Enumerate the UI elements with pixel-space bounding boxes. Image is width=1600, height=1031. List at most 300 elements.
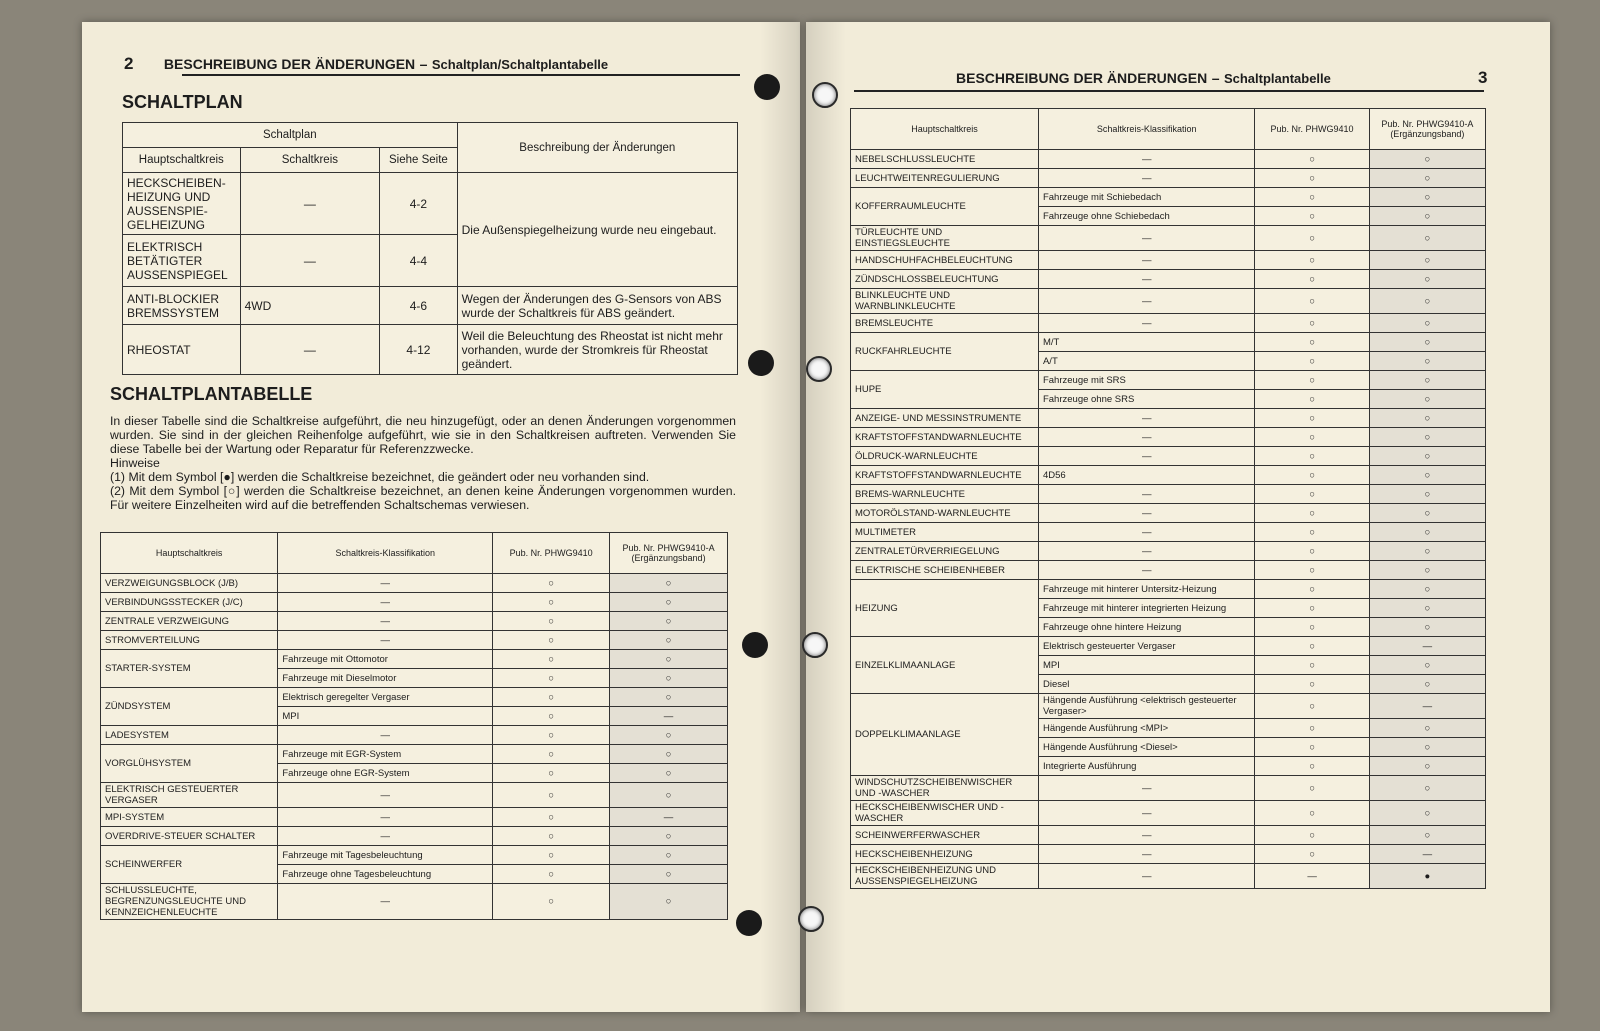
cell-pub2: ○ — [1369, 352, 1485, 371]
cell-main: EINZELKLIMAANLAGE — [851, 637, 1039, 694]
cell-pub2: ○ — [610, 783, 728, 808]
cell-pub1: ○ — [493, 650, 610, 669]
cell-pub2: ○ — [1369, 428, 1485, 447]
cell-main: KOFFERRAUMLEUCHTE — [851, 188, 1039, 226]
cell-pub2: ○ — [1369, 169, 1485, 188]
cell-pub1: ○ — [1255, 251, 1369, 270]
table-row — [101, 884, 728, 920]
col-class: Schaltkreis-Klassifikation — [1038, 109, 1254, 150]
note-2: (2) Mit dem Symbol [○] werden die Schaltkreise bezeichnet, an denen keine Änderungen vorgenommen wurden. Für weitere Einzelheiten wird auf die betreffenden Schaltschemas verwiesen. — [110, 484, 736, 512]
table-row — [851, 845, 1486, 864]
right-page — [806, 22, 1550, 1012]
cell-pub2: ○ — [1369, 314, 1485, 333]
cell-pub1: ○ — [493, 726, 610, 745]
cell-pub1: ○ — [1255, 428, 1369, 447]
cell-class: — — [278, 808, 493, 827]
cell-pub2: ○ — [1369, 466, 1485, 485]
binder-hole — [754, 74, 780, 100]
cell-main: ZENTRALETÜRVERRIEGELUNG — [851, 542, 1039, 561]
cell-main: VORGLÜHSYSTEM — [101, 745, 278, 783]
cell-pub1: ○ — [493, 669, 610, 688]
cell-pub2: ○ — [1369, 409, 1485, 428]
cell-pub1: — — [1255, 864, 1369, 889]
table-row — [851, 409, 1486, 428]
cell-pub1: ○ — [1255, 226, 1369, 251]
cell-main: ÖLDRUCK-WARNLEUCHTE — [851, 447, 1039, 466]
header-main: BESCHREIBUNG DER ÄNDERUNGEN — [163, 56, 416, 72]
cell-main: BLINKLEUCHTE UND WARNBLINKLEUCHTE — [851, 289, 1039, 314]
cell-pub1: ○ — [1255, 504, 1369, 523]
cell-class: Fahrzeuge ohne Schiebedach — [1038, 207, 1254, 226]
cell-pub2: ○ — [1369, 599, 1485, 618]
cell-main: BREMSLEUCHTE — [851, 314, 1039, 333]
left-page-header — [124, 54, 608, 74]
cell-pub2: ○ — [610, 726, 728, 745]
cell-class: Integrierte Ausführung — [1038, 757, 1254, 776]
table-row — [851, 188, 1486, 207]
cell-class: Fahrzeuge mit EGR-System — [278, 745, 493, 764]
cell-pub1: ○ — [1255, 637, 1369, 656]
col-pub2: Pub. Nr. PHWG9410-A (Ergänzungsband) — [610, 533, 728, 574]
table-row — [851, 694, 1486, 719]
cell-pub1: ○ — [1255, 188, 1369, 207]
cell-pub1: ○ — [1255, 409, 1369, 428]
cell-class: MPI — [278, 707, 493, 726]
table-row — [851, 428, 1486, 447]
cell-desc: Wegen der Änderungen des G-Sensors von ABS wurde der Schaltkreis für ABS geändert. — [457, 287, 737, 325]
cell-class: — — [278, 884, 493, 920]
col-group-schaltplan: Schaltplan — [123, 123, 458, 148]
cell-class: Fahrzeuge mit SRS — [1038, 371, 1254, 390]
cell-main: HECKSCHEIBENWISCHER UND -WASCHER — [851, 801, 1039, 826]
table-row — [851, 542, 1486, 561]
col-pub2: Pub. Nr. PHWG9410-A (Ergänzungsband) — [1369, 109, 1485, 150]
cell-class: — — [1038, 485, 1254, 504]
cell-pub2: ○ — [610, 846, 728, 865]
cell-main: ZÜNDSYSTEM — [101, 688, 278, 726]
cell-pub2: ○ — [610, 827, 728, 846]
cell-main: HECKSCHEIBENHEIZUNG — [851, 845, 1039, 864]
table-row — [851, 637, 1486, 656]
cell-main: DOPPELKLIMAANLAGE — [851, 694, 1039, 776]
cell-main: VERBINDUNGSSTECKER (J/C) — [101, 593, 278, 612]
cell-pub2: ○ — [1369, 251, 1485, 270]
cell-main: ZENTRALE VERZWEIGUNG — [101, 612, 278, 631]
cell-pub2: ○ — [1369, 675, 1485, 694]
cell-class: M/T — [1038, 333, 1254, 352]
cell-class: MPI — [1038, 656, 1254, 675]
cell-class: — — [1038, 504, 1254, 523]
cell-pub1: ○ — [493, 808, 610, 827]
note-1: (1) Mit dem Symbol [●] werden die Schaltkreise bezeichnet, die geändert oder neu vorhanden sind. — [110, 470, 650, 484]
cell-pub1: ○ — [1255, 618, 1369, 637]
table-row — [851, 447, 1486, 466]
cell-main: HEIZUNG — [851, 580, 1039, 637]
cell-main: MPI-SYSTEM — [101, 808, 278, 827]
cell-pub1: ○ — [493, 827, 610, 846]
cell-main: TÜRLEUCHTE UND EINSTIEGSLEUCHTE — [851, 226, 1039, 251]
cell-main: LEUCHTWEITENREGULIERUNG — [851, 169, 1039, 188]
cell-pub1: ○ — [1255, 776, 1369, 801]
cell-class: — — [1038, 226, 1254, 251]
cell-class: — — [278, 783, 493, 808]
cell-pub1: ○ — [1255, 599, 1369, 618]
table-row — [123, 173, 738, 235]
cell-pub1: ○ — [1255, 523, 1369, 542]
table-row — [851, 826, 1486, 845]
table-row — [851, 864, 1486, 889]
cell-circuit: — — [240, 173, 380, 235]
cell-main: HECKSCHEIBENHEIZUNG UND AUSSENSPIEGELHEIZUNG — [851, 864, 1039, 889]
table-row — [851, 289, 1486, 314]
cell-pub1: ○ — [493, 764, 610, 783]
cell-main: LADESYSTEM — [101, 726, 278, 745]
cell-pub2: ○ — [1369, 390, 1485, 409]
cell-pub1: ○ — [1255, 485, 1369, 504]
cell-class: Fahrzeuge mit Schiebedach — [1038, 188, 1254, 207]
cell-class: Fahrzeuge mit Tagesbeleuchtung — [278, 846, 493, 865]
cell-pub2: — — [1369, 637, 1485, 656]
table-row — [851, 485, 1486, 504]
cell-main: HECKSCHEIBEN-HEIZUNG UND AUSSENSPIE-GELHEIZUNG — [123, 173, 241, 235]
table-row — [851, 371, 1486, 390]
table-row — [101, 783, 728, 808]
cell-class: — — [278, 631, 493, 650]
col-class: Schaltkreis-Klassifikation — [278, 533, 493, 574]
cell-pub2: ○ — [610, 631, 728, 650]
table-row — [851, 150, 1486, 169]
cell-page: 4-6 — [380, 287, 457, 325]
right-page-number-wrap — [1478, 68, 1513, 88]
col-circuit: Schaltkreis — [240, 148, 380, 173]
table-row — [123, 325, 738, 375]
cell-main: VERZWEIGUNGSBLOCK (J/B) — [101, 574, 278, 593]
table-row — [851, 333, 1486, 352]
cell-pub1: ○ — [493, 884, 610, 920]
table-row — [101, 650, 728, 669]
table-row — [101, 726, 728, 745]
cell-page: 4-4 — [380, 235, 457, 287]
schaltplan-table — [122, 122, 738, 375]
cell-class: Fahrzeuge mit hinterer integrierten Heizung — [1038, 599, 1254, 618]
cell-class: — — [1038, 428, 1254, 447]
cell-main: KRAFTSTOFFSTANDWARNLEUCHTE — [851, 428, 1039, 447]
binder-hole — [812, 82, 838, 108]
col-main: Hauptschaltkreis — [101, 533, 278, 574]
cell-pub1: ○ — [1255, 390, 1369, 409]
cell-pub2: ○ — [610, 688, 728, 707]
cell-pub2: ○ — [1369, 826, 1485, 845]
gutter-shadow — [806, 22, 846, 1012]
cell-class: — — [278, 593, 493, 612]
cell-pub2: ○ — [1369, 447, 1485, 466]
cell-class: — — [1038, 289, 1254, 314]
cell-pub2: ○ — [1369, 580, 1485, 599]
cell-main: MULTIMETER — [851, 523, 1039, 542]
table-row — [851, 801, 1486, 826]
col-pub1: Pub. Nr. PHWG9410 — [1255, 109, 1369, 150]
cell-class: Hängende Ausführung <Diesel> — [1038, 738, 1254, 757]
binder-hole — [802, 632, 828, 658]
section-title-schaltplantabelle: SCHALTPLANTABELLE — [110, 384, 313, 404]
cell-class: — — [278, 726, 493, 745]
cell-pub1: ○ — [1255, 542, 1369, 561]
table-row — [851, 523, 1486, 542]
cell-pub2: ○ — [1369, 270, 1485, 289]
cell-class: Elektrisch geregelter Vergaser — [278, 688, 493, 707]
binder-hole — [742, 632, 768, 658]
page-number: 3 — [1478, 68, 1488, 87]
table-row — [101, 745, 728, 764]
cell-class: — — [1038, 776, 1254, 801]
cell-pub1: ○ — [1255, 757, 1369, 776]
table-row — [101, 846, 728, 865]
table-row — [101, 612, 728, 631]
cell-pub1: ○ — [1255, 561, 1369, 580]
cell-class: — — [1038, 826, 1254, 845]
cell-pub2: ○ — [1369, 542, 1485, 561]
cell-pub2: ○ — [610, 884, 728, 920]
cell-main: RHEOSTAT — [123, 325, 241, 375]
cell-pub2: ○ — [1369, 656, 1485, 675]
cell-pub2: ○ — [610, 612, 728, 631]
table-row — [851, 251, 1486, 270]
cell-class: — — [1038, 169, 1254, 188]
intro-text-block — [110, 414, 736, 512]
table-row — [123, 287, 738, 325]
cell-pub1: ○ — [1255, 738, 1369, 757]
cell-main: ELEKTRISCHE SCHEIBENHEBER — [851, 561, 1039, 580]
cell-pub2: ● — [1369, 864, 1485, 889]
table-row — [851, 504, 1486, 523]
cell-pub2: ○ — [1369, 757, 1485, 776]
cell-pub1: ○ — [1255, 150, 1369, 169]
binder-hole — [736, 910, 762, 936]
cell-class: — — [1038, 864, 1254, 889]
table-row — [851, 169, 1486, 188]
cell-main: ZÜNDSCHLOSSBELEUCHTUNG — [851, 270, 1039, 289]
header-main: BESCHREIBUNG DER ÄNDERUNGEN — [956, 70, 1208, 86]
cell-class: — — [1038, 314, 1254, 333]
cell-pub2: ○ — [610, 593, 728, 612]
cell-pub2: ○ — [610, 669, 728, 688]
cell-pub1: ○ — [493, 865, 610, 884]
cell-pub2: ○ — [610, 574, 728, 593]
header-dash: – — [1211, 70, 1220, 86]
cell-pub2: ○ — [1369, 226, 1485, 251]
cell-class: — — [278, 574, 493, 593]
cell-pub1: ○ — [1255, 314, 1369, 333]
cell-pub2: ○ — [1369, 371, 1485, 390]
cell-circuit: 4WD — [240, 287, 380, 325]
cell-main: ANZEIGE- UND MESSINSTRUMENTE — [851, 409, 1039, 428]
cell-class: Fahrzeuge mit hinterer Untersitz-Heizung — [1038, 580, 1254, 599]
table-row — [851, 270, 1486, 289]
col-main: Hauptschaltkreis — [851, 109, 1039, 150]
cell-pub1: ○ — [493, 688, 610, 707]
cell-page: 4-2 — [380, 173, 457, 235]
cell-class: Fahrzeuge ohne EGR-System — [278, 764, 493, 783]
cell-main: WINDSCHUTZSCHEIBENWISCHER UND -WASCHER — [851, 776, 1039, 801]
cell-pub1: ○ — [1255, 826, 1369, 845]
cell-class: — — [1038, 523, 1254, 542]
table-row — [851, 580, 1486, 599]
cell-pub2: ○ — [1369, 776, 1485, 801]
cell-pub2: ○ — [610, 650, 728, 669]
cell-pub2: ○ — [610, 745, 728, 764]
cell-pub1: ○ — [1255, 719, 1369, 738]
binder-hole — [798, 906, 824, 932]
cell-main: ELEKTRISCH GESTEUERTER VERGASER — [101, 783, 278, 808]
cell-main: RUCKFAHRLEUCHTE — [851, 333, 1039, 371]
cell-main: ANTI-BLOCKIER BREMSSYSTEM — [123, 287, 241, 325]
cell-class: Fahrzeuge mit Ottomotor — [278, 650, 493, 669]
cell-pub1: ○ — [493, 707, 610, 726]
header-dash: – — [419, 56, 428, 72]
cell-pub1: ○ — [1255, 270, 1369, 289]
cell-pub1: ○ — [493, 745, 610, 764]
cell-pub2: ○ — [610, 764, 728, 783]
cell-pub2: ○ — [1369, 188, 1485, 207]
cell-main: SCHEINWERFERWASCHER — [851, 826, 1039, 845]
cell-class: Elektrisch gesteuerter Vergaser — [1038, 637, 1254, 656]
col-pub1: Pub. Nr. PHWG9410 — [493, 533, 610, 574]
cell-pub2: ○ — [1369, 333, 1485, 352]
cell-class: — — [1038, 561, 1254, 580]
cell-pub1: ○ — [493, 574, 610, 593]
cell-main: HANDSCHUHFACHBELEUCHTUNG — [851, 251, 1039, 270]
table-row — [101, 688, 728, 707]
table-row — [101, 631, 728, 650]
cell-pub1: ○ — [493, 846, 610, 865]
cell-pub2: ○ — [1369, 289, 1485, 314]
cell-pub1: ○ — [493, 612, 610, 631]
cell-circuit: — — [240, 235, 380, 287]
cell-class: Fahrzeuge ohne Tagesbeleuchtung — [278, 865, 493, 884]
cell-pub1: ○ — [1255, 333, 1369, 352]
cell-pub2: — — [1369, 845, 1485, 864]
cell-desc: Weil die Beleuchtung des Rheostat ist nicht mehr vorhanden, wurde der Stromkreis für Rheostat geändert. — [457, 325, 737, 375]
col-main: Hauptschaltkreis — [123, 148, 241, 173]
cell-class: Diesel — [1038, 675, 1254, 694]
cell-desc: Die Außenspiegelheizung wurde neu eingebaut. — [457, 173, 737, 287]
table-row — [851, 314, 1486, 333]
cell-pub2: ○ — [1369, 504, 1485, 523]
cell-pub2: ○ — [1369, 801, 1485, 826]
table-row — [851, 226, 1486, 251]
cell-class: Hängende Ausführung <MPI> — [1038, 719, 1254, 738]
cell-main: NEBELSCHLUSSLEUCHTE — [851, 150, 1039, 169]
cell-pub1: ○ — [493, 593, 610, 612]
col-page: Siehe Seite — [380, 148, 457, 173]
header-rule — [854, 90, 1484, 92]
cell-pub1: ○ — [1255, 694, 1369, 719]
schaltplantabelle-right — [850, 108, 1486, 889]
cell-main: ELEKTRISCH BETÄTIGTER AUSSENSPIEGEL — [123, 235, 241, 287]
header-sub: Schaltplantabelle — [1223, 71, 1331, 86]
cell-pub1: ○ — [493, 783, 610, 808]
cell-page: 4-12 — [380, 325, 457, 375]
cell-pub2: ○ — [1369, 719, 1485, 738]
cell-class: Hängende Ausführung <elektrisch gesteuerter Vergaser> — [1038, 694, 1254, 719]
cell-pub2: — — [1369, 694, 1485, 719]
cell-class: Fahrzeuge ohne SRS — [1038, 390, 1254, 409]
header-sub: Schaltplan/Schaltplantabelle — [431, 57, 609, 72]
cell-pub1: ○ — [1255, 169, 1369, 188]
cell-main: STARTER-SYSTEM — [101, 650, 278, 688]
cell-pub2: ○ — [1369, 485, 1485, 504]
cell-pub1: ○ — [493, 631, 610, 650]
table-row — [101, 808, 728, 827]
table-row — [851, 561, 1486, 580]
cell-class: — — [1038, 845, 1254, 864]
table-row — [851, 466, 1486, 485]
schaltplantabelle-left — [100, 532, 728, 920]
left-page — [82, 22, 800, 1012]
binder-hole — [748, 350, 774, 376]
cell-class: — — [278, 827, 493, 846]
cell-main: STROMVERTEILUNG — [101, 631, 278, 650]
cell-main: KRAFTSTOFFSTANDWARNLEUCHTE — [851, 466, 1039, 485]
cell-main: MOTORÖLSTAND-WARNLEUCHTE — [851, 504, 1039, 523]
cell-class: — — [1038, 801, 1254, 826]
page-number: 2 — [124, 54, 134, 73]
cell-pub2: ○ — [1369, 207, 1485, 226]
cell-pub1: ○ — [1255, 656, 1369, 675]
cell-main: BREMS-WARNLEUCHTE — [851, 485, 1039, 504]
cell-pub2: ○ — [1369, 523, 1485, 542]
cell-pub2: ○ — [1369, 738, 1485, 757]
table-row — [101, 593, 728, 612]
cell-class: 4D56 — [1038, 466, 1254, 485]
cell-pub2: — — [610, 808, 728, 827]
cell-pub1: ○ — [1255, 289, 1369, 314]
section-title-schaltplan: SCHALTPLAN — [122, 92, 243, 112]
cell-pub1: ○ — [1255, 580, 1369, 599]
cell-class: — — [1038, 409, 1254, 428]
table-row — [101, 574, 728, 593]
cell-pub2: — — [610, 707, 728, 726]
intro-paragraph: In dieser Tabelle sind die Schaltkreise aufgeführt, die neu hinzugefügt, oder an denen Änderungen vorgenommen wurden. Sie sind in der gleichen Reihenfolge aufgeführt, wie sie in den Schaltkreisen auftreten. Verwenden Sie diese Tabelle bei der Wartung oder Reparatur für Referenzzwecke. — [110, 414, 736, 456]
right-page-header — [956, 70, 1331, 88]
cell-class: — — [1038, 542, 1254, 561]
cell-pub1: ○ — [1255, 675, 1369, 694]
cell-circuit: — — [240, 325, 380, 375]
cell-pub2: ○ — [610, 865, 728, 884]
cell-main: SCHEINWERFER — [101, 846, 278, 884]
binder-hole — [806, 356, 832, 382]
cell-class: Fahrzeuge mit Dieselmotor — [278, 669, 493, 688]
cell-pub1: ○ — [1255, 801, 1369, 826]
col-desc: Beschreibung der Änderungen — [457, 123, 737, 173]
cell-main: HUPE — [851, 371, 1039, 409]
cell-class: Fahrzeuge ohne hintere Heizung — [1038, 618, 1254, 637]
table-row — [851, 776, 1486, 801]
cell-class: — — [1038, 251, 1254, 270]
header-rule — [182, 74, 740, 76]
cell-pub2: ○ — [1369, 618, 1485, 637]
cell-pub1: ○ — [1255, 447, 1369, 466]
gutter-shadow — [760, 22, 800, 1012]
cell-main: SCHLUSSLEUCHTE, BEGRENZUNGSLEUCHTE UND KENNZEICHENLEUCHTE — [101, 884, 278, 920]
notes-title: Hinweise — [110, 456, 160, 470]
cell-class: A/T — [1038, 352, 1254, 371]
cell-pub1: ○ — [1255, 466, 1369, 485]
cell-class: — — [1038, 447, 1254, 466]
cell-pub1: ○ — [1255, 845, 1369, 864]
cell-pub2: ○ — [1369, 561, 1485, 580]
cell-pub2: ○ — [1369, 150, 1485, 169]
